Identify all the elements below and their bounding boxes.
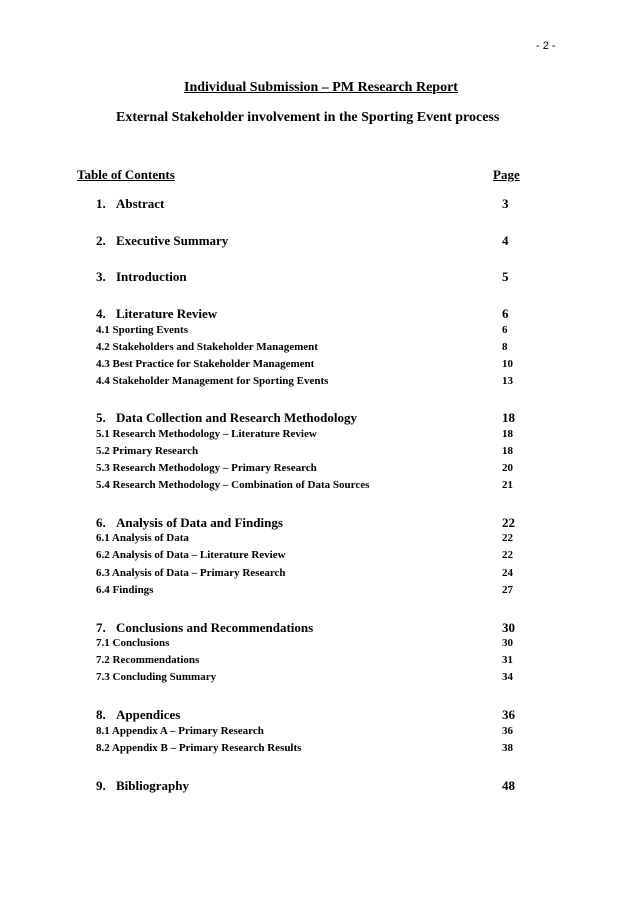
document-title-text: Individual Submission – PM Research Report [184,80,458,95]
toc-subsection-page: 20 [502,462,513,474]
toc-subsection-label: 5.2 Primary Research [96,445,199,457]
toc-subsection-page: 13 [502,375,513,387]
toc-subsection-page: 22 [502,532,513,544]
toc-subsection-page: 22 [502,549,513,561]
toc-section-page: 22 [502,515,515,530]
page-number: - 2 - [536,40,556,52]
toc-section-label: Abstract [116,196,165,211]
toc-subsection-page: 8 [502,341,508,353]
toc-section-page: 48 [502,778,515,793]
toc-section-page: 3 [502,196,509,211]
toc-section-number: 7. [96,620,106,635]
toc-subsection-page: 18 [502,445,513,457]
toc-subsection-label: 7.3 Concluding Summary [96,671,217,683]
toc-subsection-label: 6.4 Findings [96,584,154,596]
toc-page-heading: Page [493,167,520,182]
toc-subsection-page: 21 [502,479,513,491]
toc-subsection-page: 38 [502,742,513,754]
toc-section-label: Analysis of Data and Findings [116,515,283,530]
toc-section-page: 36 [502,707,515,722]
toc-subsection-page: 30 [502,637,513,649]
toc-section-label: Introduction [116,269,187,284]
toc-section-label: Literature Review [116,306,218,321]
toc-section-label: Appendices [116,707,181,722]
toc-section-label: Conclusions and Recommendations [116,620,314,635]
toc-subsection-page: 10 [502,358,513,370]
toc-subsection-label: 8.2 Appendix B – Primary Research Results [96,742,302,754]
toc-subsection-page: 36 [502,725,513,737]
toc-subsection-label: 4.2 Stakeholders and Stakeholder Management [96,341,318,353]
toc-subsection-label: 7.2 Recommendations [96,654,200,666]
toc-subsection-label: 6.1 Analysis of Data [96,532,189,544]
toc-subsection-label: 5.1 Research Methodology – Literature Review [96,428,317,440]
toc-subsection-page: 24 [502,567,513,579]
toc-subsection-label: 4.3 Best Practice for Stakeholder Management [96,358,315,370]
toc-section-number: 4. [96,306,106,321]
toc-section-page: 18 [502,410,515,425]
toc-subsection-label: 4.1 Sporting Events [96,324,188,336]
toc-subsection-page: 27 [502,584,513,596]
toc-section-page: 6 [502,306,509,321]
toc-heading: Table of Contents [77,167,175,182]
toc-section-label: Executive Summary [116,233,229,248]
toc-subsection-label: 8.1 Appendix A – Primary Research [96,725,264,737]
toc-subsection-page: 6 [502,324,508,336]
toc-subsection-label: 6.2 Analysis of Data – Literature Review [96,549,286,561]
toc-section-label: Bibliography [116,778,189,793]
toc-section-label: Data Collection and Research Methodology [116,410,357,425]
toc-section-number: 8. [96,707,106,722]
toc-section-page: 4 [502,233,509,248]
toc-section-page: 5 [502,269,509,284]
document-title [0,80,638,96]
toc-subsection-label: 6.3 Analysis of Data – Primary Research [96,567,286,579]
toc-subsection-label: 5.3 Research Methodology – Primary Research [96,462,317,474]
toc-section-page: 30 [502,620,515,635]
toc-section-number: 5. [96,410,106,425]
toc-section-number: 3. [96,269,106,284]
toc-subsection-label: 7.1 Conclusions [96,637,170,649]
toc-section-number: 2. [96,233,106,248]
toc-section-number: 9. [96,778,106,793]
toc-subsection-page: 34 [502,671,513,683]
toc-subsection-page: 18 [502,428,513,440]
toc-section-number: 6. [96,515,106,530]
toc-subsection-page: 31 [502,654,513,666]
toc-subsection-label: 4.4 Stakeholder Management for Sporting Events [96,375,329,387]
toc-section-number: 1. [96,196,106,211]
document-subtitle: External Stakeholder involvement in the Sporting Event process [116,110,500,125]
toc-subsection-label: 5.4 Research Methodology – Combination of Data Sources [96,479,370,491]
